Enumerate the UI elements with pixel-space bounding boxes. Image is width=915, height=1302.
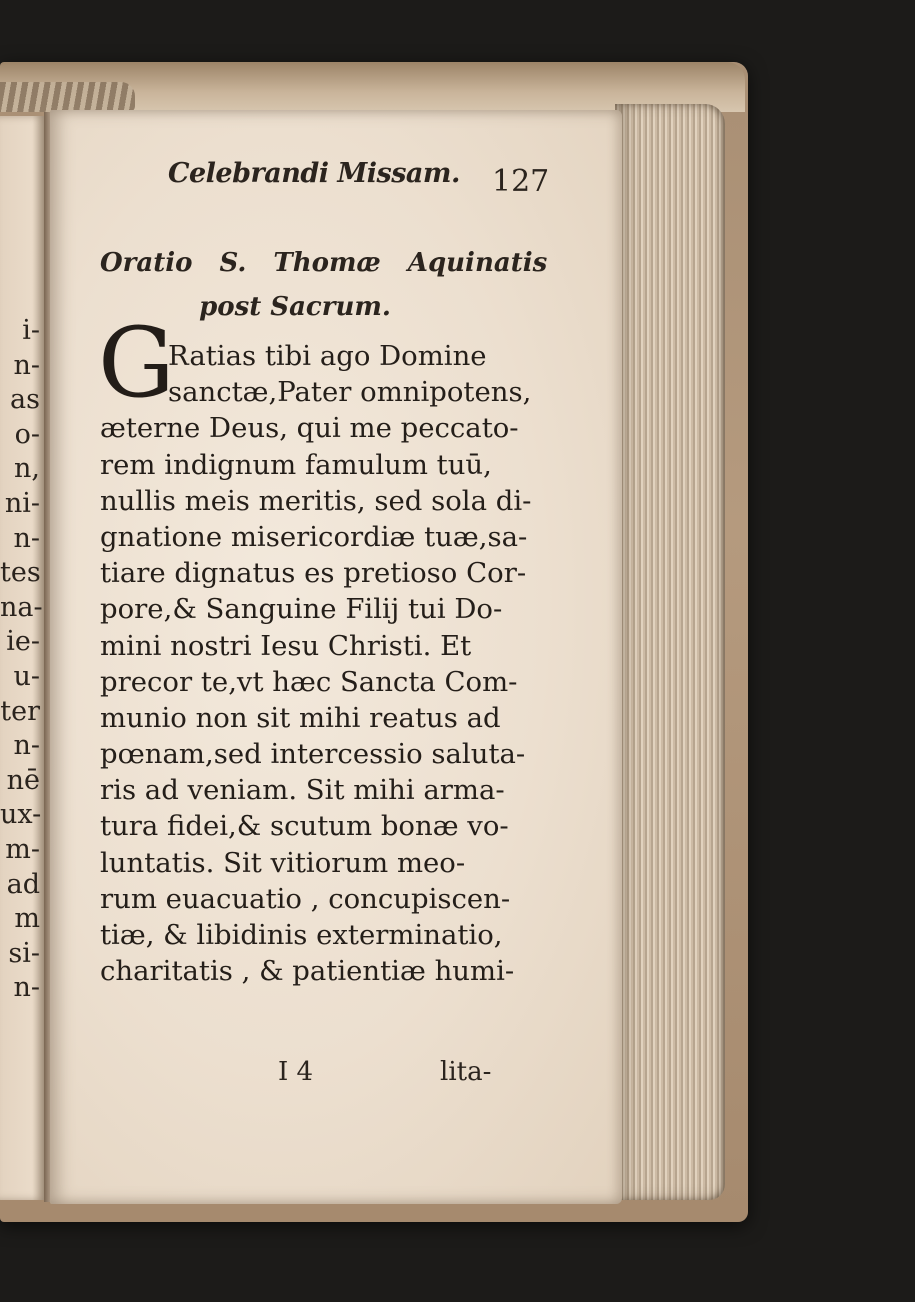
left-page bbox=[0, 116, 46, 1200]
body-line: tiare dignatus es pretioso Cor- bbox=[100, 557, 527, 590]
body-line: nullis meis meritis, sed sola di- bbox=[100, 484, 532, 517]
body-line: charitatis , & patientiæ humi- bbox=[100, 955, 515, 988]
catchword: lita- bbox=[440, 1057, 492, 1087]
body-line: mini nostri Iesu Christi. Et bbox=[100, 629, 472, 662]
body-line: munio non sit mihi reatus ad bbox=[100, 701, 501, 734]
body-line: tiæ, & libidinis exterminatio, bbox=[100, 919, 503, 951]
prayer-title-line-2: post Sacrum. bbox=[199, 292, 391, 322]
body-line: sanctæ,Pater omnipotens, bbox=[168, 376, 532, 409]
body-line: luntatis. Sit vitiorum meo- bbox=[100, 846, 466, 879]
body-line: pœnam,sed intercessio saluta- bbox=[100, 738, 526, 771]
running-head: Celebrandi Missam. bbox=[168, 158, 460, 189]
body-line: æterne Deus, qui me peccato- bbox=[100, 412, 519, 445]
body-line: ris ad veniam. Sit mihi arma- bbox=[100, 774, 505, 807]
body-line: precor te,vt hæc Sancta Com- bbox=[100, 665, 518, 698]
body-line: rem indignum famulum tuū, bbox=[100, 448, 492, 481]
prayer-title-line-1: Oratio S. Thomæ Aquinatis bbox=[100, 248, 548, 278]
headband bbox=[0, 82, 135, 112]
left-page-text-fragments: i- n- as o- n, ni- n- tes na- ie- u- ter n- nē ux- m- ad m si- n- bbox=[0, 315, 43, 1004]
signature-mark: I 4 bbox=[278, 1057, 314, 1087]
page-number: 127 bbox=[492, 164, 550, 199]
page-fore-edge bbox=[615, 104, 725, 1200]
body-line: tura fidei,& scutum bonæ vo- bbox=[100, 810, 509, 843]
body-line: gnatione misericordiæ tuæ,sa- bbox=[100, 520, 528, 553]
body-line: pore,& Sanguine Filij tui Do- bbox=[100, 593, 503, 626]
prayer-body bbox=[100, 338, 570, 989]
body-line: rum euacuatio , concupiscen- bbox=[100, 882, 511, 915]
body-line: Ratias tibi ago Domine bbox=[168, 340, 487, 372]
drop-cap: G bbox=[98, 307, 175, 419]
